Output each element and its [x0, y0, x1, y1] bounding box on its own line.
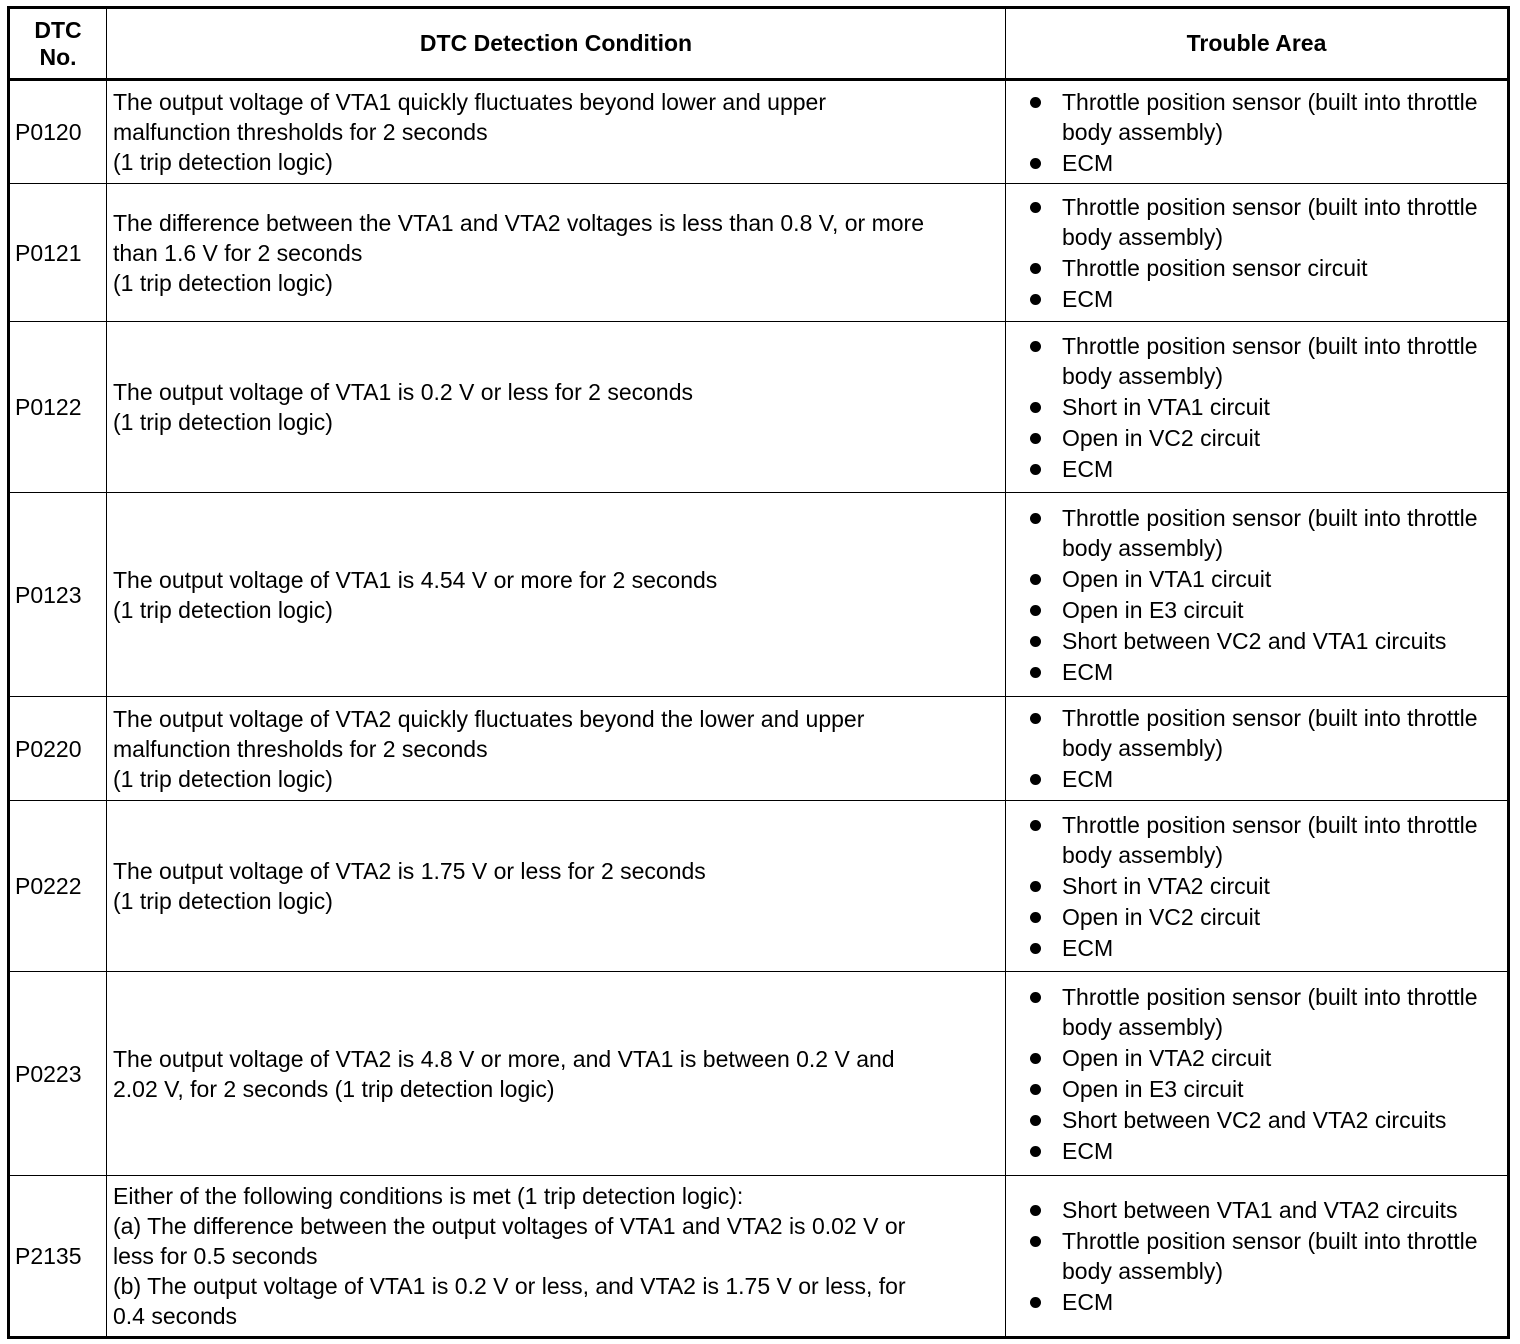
trouble-area	[1006, 493, 1509, 697]
condition-line: Either of the following conditions is met (1 trip detection logic):	[113, 1183, 744, 1209]
condition-line: The output voltage of VTA1 quickly fluctuates beyond lower and upper	[113, 89, 827, 115]
condition-line: (1 trip detection logic)	[113, 269, 333, 296]
dtc-code: P2135	[9, 1176, 107, 1338]
header-row	[9, 8, 1509, 80]
condition-line: The output voltage of VTA1 is 4.54 V or more for 2 seconds	[113, 566, 718, 593]
trouble-area-item: ECM	[1026, 148, 1503, 178]
table-row	[9, 801, 1509, 972]
dtc-code: P0222	[9, 801, 107, 972]
table-row	[9, 972, 1509, 1176]
condition-line: (b) The output voltage of VTA1 is 0.2 V or less, and VTA2 is 1.75 V or less, for	[113, 1273, 906, 1299]
trouble-area-item: Throttle position sensor (built into throttle body assembly)	[1026, 192, 1503, 252]
trouble-area-item: Open in E3 circuit	[1026, 595, 1503, 625]
table-row	[9, 322, 1509, 493]
trouble-area-item: Throttle position sensor (built into throttle body assembly)	[1026, 1226, 1503, 1286]
detection-condition	[107, 322, 1006, 493]
condition-line: (1 trip detection logic)	[113, 149, 333, 175]
dtc-code: P0220	[9, 697, 107, 801]
condition-line: The output voltage of VTA2 quickly fluctuates beyond the lower and upper	[113, 705, 865, 732]
detection-condition	[107, 972, 1006, 1176]
condition-line: (a) The difference between the output voltages of VTA1 and VTA2 is 0.02 V or	[113, 1213, 906, 1239]
trouble-area-item: Open in E3 circuit	[1026, 1074, 1503, 1104]
condition-line: than 1.6 V for 2 seconds	[113, 239, 363, 266]
trouble-area-item: ECM	[1026, 1136, 1503, 1166]
trouble-area	[1006, 697, 1509, 801]
trouble-area-item: Throttle position sensor (built into throttle body assembly)	[1026, 331, 1503, 391]
header-dtc-no-line2: No.	[39, 43, 77, 70]
trouble-area-item: Open in VTA2 circuit	[1026, 1043, 1503, 1073]
trouble-area-item: Throttle position sensor circuit	[1026, 253, 1503, 283]
trouble-area-item: ECM	[1026, 657, 1503, 687]
dtc-code: P0122	[9, 322, 107, 493]
trouble-area-item: ECM	[1026, 764, 1503, 794]
trouble-area	[1006, 801, 1509, 972]
trouble-area-item: Short between VC2 and VTA1 circuits	[1026, 626, 1503, 656]
header-trouble-area: Trouble Area	[1006, 8, 1509, 80]
trouble-area-item: Open in VC2 circuit	[1026, 902, 1503, 932]
trouble-area-item: ECM	[1026, 1287, 1503, 1317]
trouble-area-item: Throttle position sensor (built into throttle body assembly)	[1026, 982, 1503, 1042]
table-row	[9, 80, 1509, 184]
dtc-code: P0223	[9, 972, 107, 1176]
trouble-area-item: Throttle position sensor (built into throttle body assembly)	[1026, 503, 1503, 563]
condition-line: The output voltage of VTA1 is 0.2 V or less for 2 seconds	[113, 379, 693, 405]
condition-line: The difference between the VTA1 and VTA2 voltages is less than 0.8 V, or more	[113, 209, 925, 236]
condition-line: 0.4 seconds	[113, 1303, 238, 1329]
condition-line: (1 trip detection logic)	[113, 596, 333, 623]
condition-line: 2.02 V, for 2 seconds (1 trip detection logic)	[113, 1075, 555, 1102]
trouble-area-item: Throttle position sensor (built into throttle body assembly)	[1026, 810, 1503, 870]
detection-condition	[107, 184, 1006, 322]
trouble-area-item: Short in VTA1 circuit	[1026, 392, 1503, 422]
trouble-area-item: Throttle position sensor (built into throttle body assembly)	[1026, 87, 1503, 147]
dtc-table	[7, 6, 1510, 1339]
detection-condition	[107, 493, 1006, 697]
table-row	[9, 184, 1509, 322]
dtc-code: P0121	[9, 184, 107, 322]
condition-line: malfunction thresholds for 2 seconds	[113, 735, 488, 762]
header-dtc-no-line1: DTC	[34, 16, 82, 43]
trouble-area-item: Open in VTA1 circuit	[1026, 564, 1503, 594]
trouble-area	[1006, 322, 1509, 493]
table-row	[9, 493, 1509, 697]
trouble-area-item: ECM	[1026, 454, 1503, 484]
header-condition: DTC Detection Condition	[107, 8, 1006, 80]
condition-line: The output voltage of VTA2 is 1.75 V or less for 2 seconds	[113, 858, 706, 884]
condition-line: (1 trip detection logic)	[113, 765, 333, 792]
condition-line: (1 trip detection logic)	[113, 888, 333, 914]
condition-line: less for 0.5 seconds	[113, 1243, 318, 1269]
trouble-area-item: ECM	[1026, 933, 1503, 963]
detection-condition	[107, 80, 1006, 184]
header-dtc-no	[9, 8, 107, 80]
trouble-area	[1006, 1176, 1509, 1338]
dtc-code: P0123	[9, 493, 107, 697]
table-row	[9, 697, 1509, 801]
detection-condition	[107, 801, 1006, 972]
trouble-area	[1006, 184, 1509, 322]
trouble-area-item: Open in VC2 circuit	[1026, 423, 1503, 453]
trouble-area-item: Throttle position sensor (built into throttle body assembly)	[1026, 703, 1503, 763]
trouble-area	[1006, 972, 1509, 1176]
condition-line: (1 trip detection logic)	[113, 409, 333, 435]
condition-line: The output voltage of VTA2 is 4.8 V or more, and VTA1 is between 0.2 V and	[113, 1045, 895, 1072]
trouble-area	[1006, 80, 1509, 184]
trouble-area-item: ECM	[1026, 284, 1503, 314]
detection-condition	[107, 697, 1006, 801]
dtc-code: P0120	[9, 80, 107, 184]
table-row	[9, 1176, 1509, 1338]
detection-condition	[107, 1176, 1006, 1338]
trouble-area-item: Short between VC2 and VTA2 circuits	[1026, 1105, 1503, 1135]
trouble-area-item: Short between VTA1 and VTA2 circuits	[1026, 1195, 1503, 1225]
trouble-area-item: Short in VTA2 circuit	[1026, 871, 1503, 901]
condition-line: malfunction thresholds for 2 seconds	[113, 119, 488, 145]
